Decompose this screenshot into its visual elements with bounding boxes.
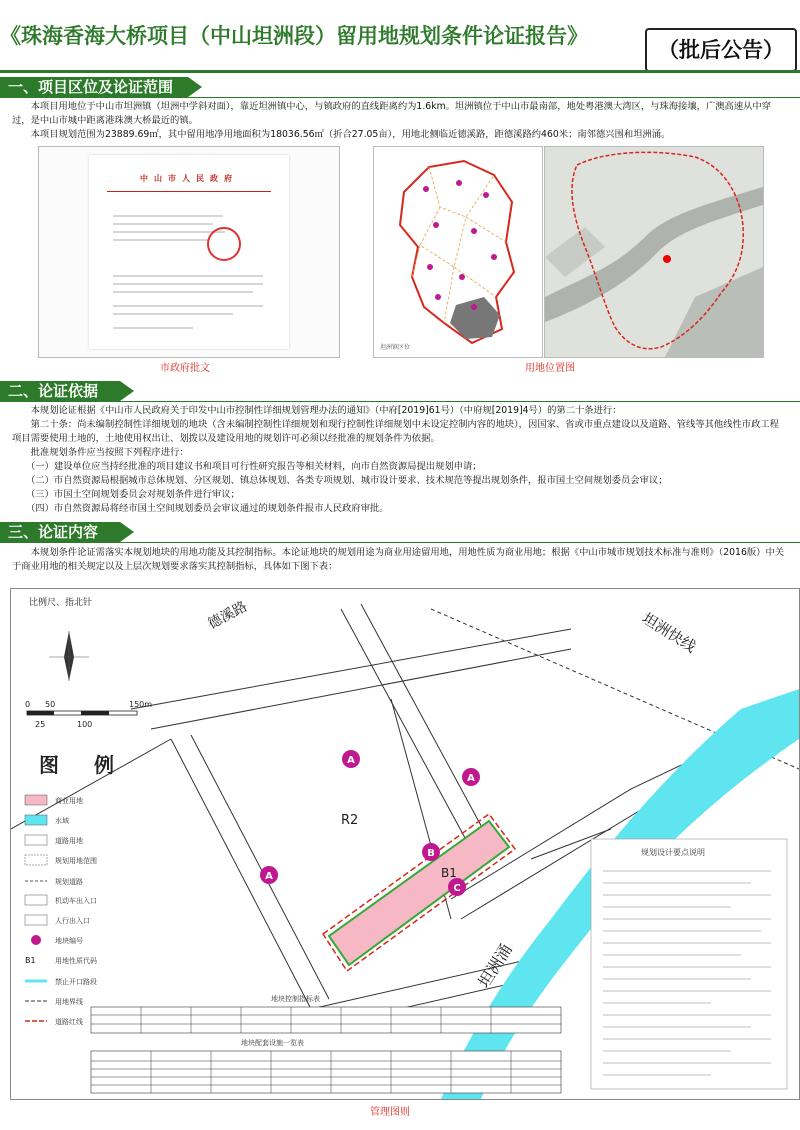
svg-text:商业用地: 商业用地 <box>55 797 83 805</box>
svg-text:规划道路: 规划道路 <box>55 878 83 886</box>
marker-a-label: A <box>265 871 273 882</box>
svg-text:25: 25 <box>35 720 46 729</box>
document-red-rule <box>107 191 271 192</box>
location-caption: 用地位置图 <box>525 363 575 374</box>
svg-text:地块编号: 地块编号 <box>55 937 83 945</box>
svg-text:150m: 150m <box>129 700 153 709</box>
section-1-rule <box>0 97 800 98</box>
plan-svg <box>11 589 799 1099</box>
plan-caption: 管理图则 <box>370 1107 410 1118</box>
district-map <box>373 146 543 358</box>
marker-c-label: C <box>453 883 461 894</box>
river-label: 坦洲涌 <box>474 940 516 992</box>
scale-north-label: 比例尺、指北针 <box>29 598 93 608</box>
document-letterhead: 中山市人民政府 <box>140 174 238 183</box>
parcel-b1 <box>329 821 509 965</box>
doc-caption: 市政府批文 <box>160 363 210 374</box>
parcel-b1-label: B1 <box>441 866 457 880</box>
section-1-paragraph: 本项目用地位于中山市坦洲镇（坦洲中学斜对面），靠近坦洲镇中心，与镇政府的直线距离约为1.6km。坦洲镇位于中山市最南部，地处粤港澳大湾区，与珠海接壤，广澳高速从中穿过，是中山市城中距离港珠澳大桥最近的镇。 <box>12 101 772 126</box>
government-approval-document <box>38 146 340 358</box>
section-3-rule <box>0 542 800 543</box>
legend-title: 图 例 <box>39 753 128 777</box>
official-seal <box>207 227 241 261</box>
document-page <box>89 155 289 349</box>
svg-text:禁止开口路段: 禁止开口路段 <box>55 978 97 986</box>
svg-text:B1: B1 <box>25 956 36 965</box>
title-bar <box>0 0 800 72</box>
section-2-paragraph: 第二十条：尚未编制控制性详细规划的地块（含未编制控制性详细规划和现行控制性详细规划中未设定控制内容的地块），因国家、省或市重点建设以及道路、管线等其他线性市政工程项目需要使用土地的，土地使用权出让、划拨以及建设用地的规划许可必须以经批准的规划条件为依据。 <box>12 419 779 444</box>
svg-text:0: 0 <box>25 700 31 709</box>
section-1-text <box>12 100 788 142</box>
svg-text:道路用地: 道路用地 <box>55 837 83 845</box>
expressway-label: 坦洲快线 <box>638 609 700 657</box>
svg-text:50: 50 <box>45 700 56 709</box>
parcel-r2-label: R2 <box>341 813 359 828</box>
svg-text:用地性质代码: 用地性质代码 <box>55 957 97 965</box>
north-arrow <box>49 631 89 681</box>
svg-text:水域: 水域 <box>55 817 69 825</box>
title-underline <box>0 70 800 73</box>
svg-text:用地界线: 用地界线 <box>55 998 83 1006</box>
satellite-location-map <box>544 146 764 358</box>
section-2-step: （四）市自然资源局将经市国土空间规划委员会审议通过的规划条件报市人民政府审批。 <box>26 503 389 514</box>
section-1-heading: 一、项目区位及论证范围 <box>0 77 188 98</box>
planning-notes <box>591 839 787 1089</box>
section-2-heading: 二、论证依据 <box>0 381 120 402</box>
svg-text:地块配套设施一览表: 地块配套设施一览表 <box>241 1039 304 1047</box>
section-3-text <box>12 546 788 574</box>
report-title: 《珠海香海大桥项目（中山坦洲段）留用地规划条件论证报告》 <box>0 24 588 48</box>
section-2-step: （二）市自然资源局根据城市总体规划、分区规划、镇总体规划、各类专项规划、城市设计要求、技术规范等提出规划条件，报市国土空间规划委员会审议； <box>26 475 668 486</box>
svg-text:规划用地范围: 规划用地范围 <box>55 857 97 865</box>
section-2-paragraph: 本规划论证根据《中山市人民政府关于印发中山市控制性详细规划管理办法的通知》（中府[2019]61号）（中府规[2019]4号）的第二十条进行： <box>30 405 622 416</box>
planning-control-drawing <box>10 588 800 1100</box>
svg-text:地块控制指标表: 地块控制指标表 <box>271 995 320 1003</box>
section-2-paragraph: 批准规划条件应当按照下列程序进行： <box>30 447 189 458</box>
svg-text:道路红线: 道路红线 <box>55 1018 83 1026</box>
section-2-step: （一）建设单位应当持经批准的项目建议书和项目可行性研究报告等相关材料，向市自然资源局提出规划申请； <box>26 461 482 472</box>
marker-a-label: A <box>467 773 475 784</box>
svg-text:100: 100 <box>77 720 93 729</box>
announcement-badge: （批后公告） <box>645 28 797 72</box>
legend <box>25 795 97 1026</box>
section-2-text <box>12 404 788 516</box>
section-3-heading: 三、论证内容 <box>0 522 120 543</box>
section-2-step: （三）市国土空间规划委员会对规划条件进行审议； <box>26 489 240 500</box>
district-map-svg <box>374 147 542 357</box>
scale-bar <box>25 700 152 729</box>
svg-text:机动车出入口: 机动车出入口 <box>55 897 97 905</box>
marker-a-label: A <box>347 755 355 766</box>
marker-b-label: B <box>427 848 435 859</box>
district-map-label: 坦洲镇区位 <box>380 344 411 351</box>
section-3-paragraph: 本规划条件论证需落实本规划地块的用地功能及其控制指标。本论证地块的规划用途为商业用途留用地，用地性质为商业用地；根据《中山市城市规划技术标准与准则》（2016版）中关于商业用地的相关规定以及上层次规划要求落实其控制指标，具体如下图下表： <box>12 547 785 572</box>
svg-text:人行出入口: 人行出入口 <box>55 917 90 925</box>
section-1-paragraph: 本项目规划范围为23889.69㎡，其中留用地净用地面积为18036.56㎡（折合27.05亩），用地北侧临近德溪路，距德溪路约460米；南邻德兴围和坦洲涌。 <box>30 129 671 140</box>
svg-text:规划设计要点说明: 规划设计要点说明 <box>641 848 705 857</box>
section-2-rule <box>0 401 800 402</box>
satellite-map-svg <box>545 147 763 357</box>
road-deqi-label: 德溪路 <box>205 598 250 633</box>
